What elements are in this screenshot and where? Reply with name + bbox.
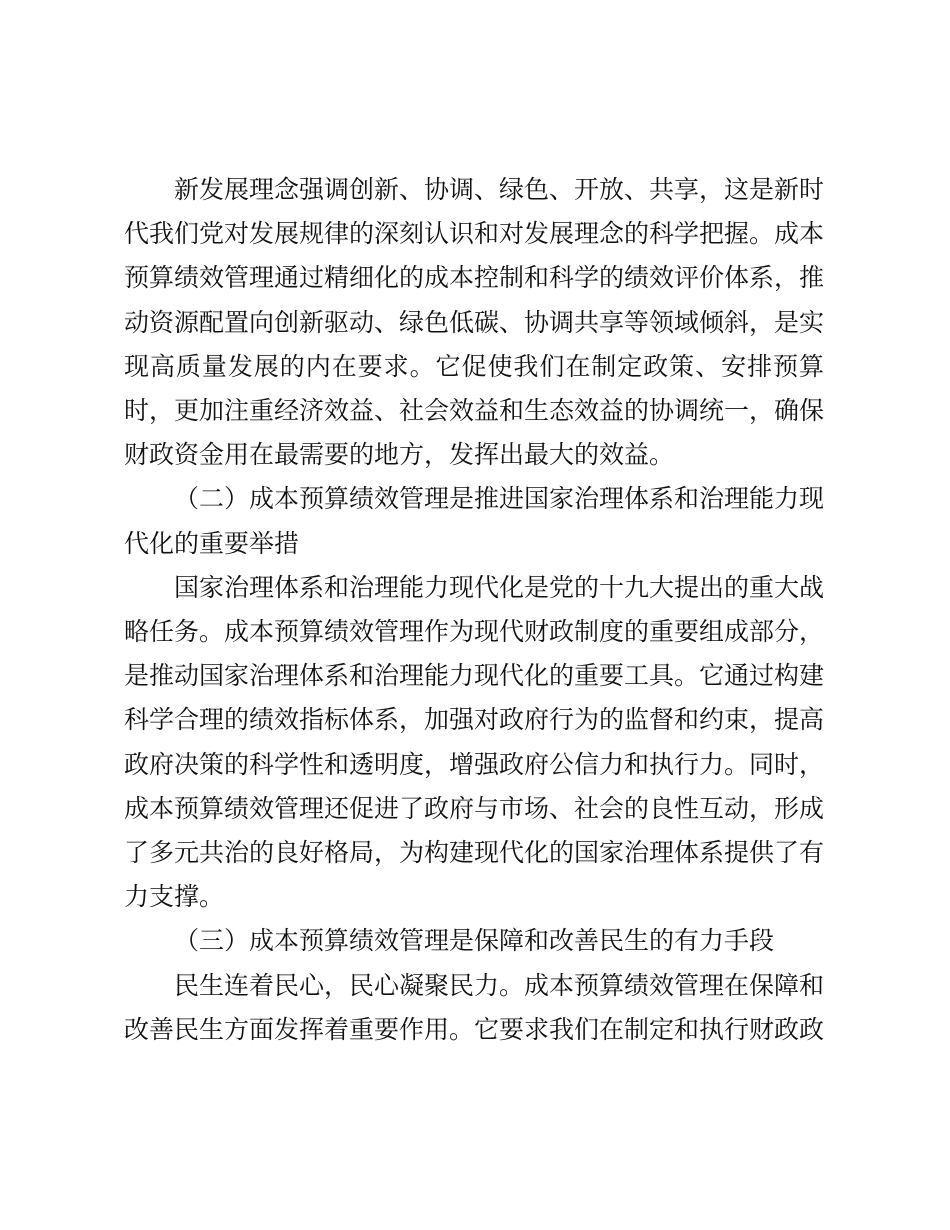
document-body [124, 168, 824, 1052]
paragraph-new-development-concept: 新发展理念强调创新、协调、绿色、开放、共享，这是新时代我们党对发展规律的深刻认识和对发展理念的科学把握。成本预算绩效管理通过精细化的成本控制和科学的绩效评价体系，推动资源配置向创新驱动、绿色低碳、协调共享等领域倾斜，是实现高质量发展的内在要求。它促使我们在制定政策、安排预算时，更加注重经济效益、社会效益和生态效益的协调统一，确保财政资金用在最需要的地方，发挥出最大的效益。 [124, 175, 825, 470]
section-heading-3: （三）成本预算绩效管理是保障和改善民生的有力手段 [174, 926, 775, 956]
paragraph-national-governance: 国家治理体系和治理能力现代化是党的十九大提出的重大战略任务。成本预算绩效管理作为现代财政制度的重要组成部分，是推动国家治理体系和治理能力现代化的重要工具。它通过构建科学合理的绩效指标体系，加强对政府行为的监督和约束，提高政府决策的科学性和透明度，增强政府公信力和执行力。同时，成本预算绩效管理还促进了政府与市场、社会的良性互动，形成了多元共治的良好格局，为构建现代化的国家治理体系提供了有力支撑。 [124, 572, 825, 912]
paragraph-livelihood: 民生连着民心，民心凝聚民力。成本预算绩效管理在保障和改善民生方面发挥着重要作用。它要求我们在制定和执行财政政 [124, 970, 825, 1044]
section-heading-2: （二）成本预算绩效管理是推进国家治理体系和治理能力现代化的重要举措 [124, 484, 825, 558]
